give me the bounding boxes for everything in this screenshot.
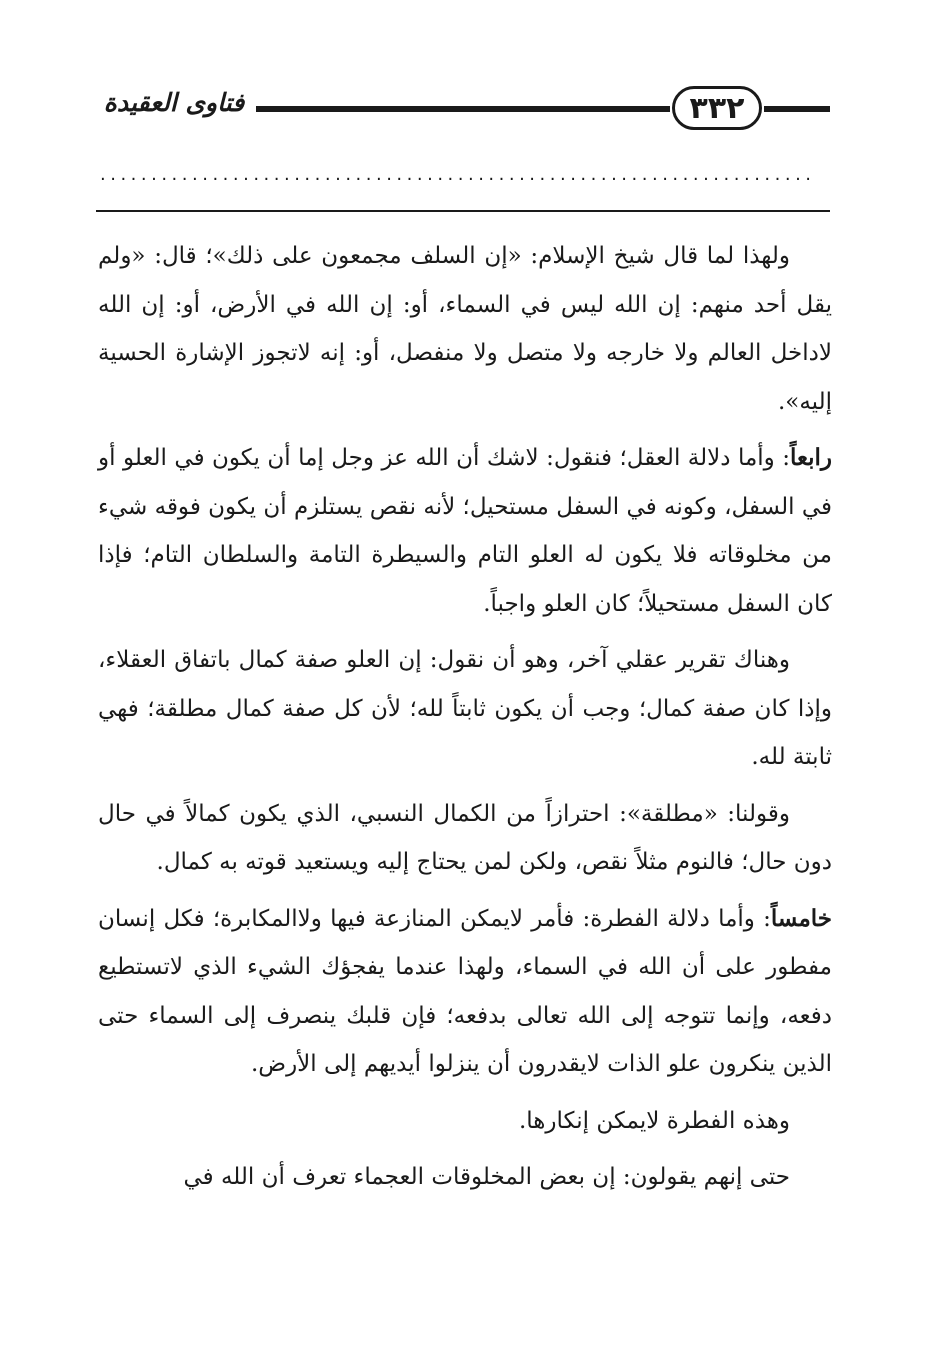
paragraph-1-text: ولهذا لما قال شيخ الإسلام: «إن السلف مجمعون على ذلك»؛ قال: «ولم يقل أحد منهم: إن الله ليس في السماء، أو: إن الله في الأرض، أو: إن الله لاداخل العالم ولا خارجه ولا متصل ولا منفصل، أو: إنه لاتجوز الإشارة الحسية إليه».: [98, 243, 832, 415]
paragraph-3-text: وهناك تقرير عقلي آخر، وهو أن نقول: إن العلو صفة كمال باتفاق العقلاء، وإذا كان صفة كمال؛ وجب أن يكون ثابتاً لله؛ لأن كل صفة كمال مطلقة؛ فهي ثابتة لله.: [98, 647, 832, 770]
paragraph-5: [98, 895, 832, 1089]
paragraph-5-text: : وأما دلالة الفطرة: فأمر لايمكن المنازعة فيها ولاالمكابرة؛ فكل إنسان مفطور على أن الله في السماء، ولهذا عندما يفجؤك الشيء الذي لاتستطيع دفعه، وإنما تتوجه إلى الله تعالى بدفعه؛ فإن قلبك ينصرف إلى السماء حتى الذين ينكرون علو الذات لايقدرون أن ينزلوا أيديهم إلى الأرض.: [98, 905, 832, 1077]
header-divider: [96, 210, 830, 212]
book-title: فتاوى العقيدة: [103, 88, 245, 117]
header-rule-right: [764, 106, 830, 112]
paragraph-2-lead: رابعاً: [789, 444, 832, 471]
paragraph-6: [98, 1097, 832, 1146]
page-number: ٣٣٢: [672, 86, 762, 130]
paragraph-5-lead: خامساً: [770, 904, 832, 932]
paragraph-7-text: حتى إنهم يقولون: إن بعض المخلوقات العجماء تعرف أن الله في: [183, 1164, 790, 1190]
paragraph-6-text: وهذه الفطرة لايمكن إنكارها.: [518, 1107, 790, 1134]
dotted-separator: ......................................................................: [100, 164, 816, 184]
header-rule-left: [256, 106, 670, 112]
paragraph-4: [98, 790, 832, 887]
paragraph-4-text: وقولنا: «مطلقة»: احترازاً من الكمال النسبي، الذي يكون كمالاً في حال دون حال؛ فالنوم مثلاً نقص، ولكن لمن يحتاج إليه ويستعيد قوته به كمال.: [98, 800, 832, 875]
paragraph-2: [98, 434, 832, 628]
paragraph-2-text: : وأما دلالة العقل؛ فنقول: لاشك أن الله عز وجل إما أن يكون في العلو أو في السفل، وكونه في السفل مستحيل؛ لأنه نقص يستلزم أن يكون فوقه شيء من مخلوقاته فلا يكون له العلو التام والسيطرة التامة والسلطان التام؛ فإذا كان السفل مستحيلاً؛ كان العلو واجباً.: [98, 445, 832, 617]
page-header: [96, 84, 830, 134]
paragraph-1: [98, 232, 832, 426]
paragraph-3: [98, 636, 832, 782]
body-text: [98, 232, 832, 1210]
paragraph-7: [98, 1153, 832, 1202]
